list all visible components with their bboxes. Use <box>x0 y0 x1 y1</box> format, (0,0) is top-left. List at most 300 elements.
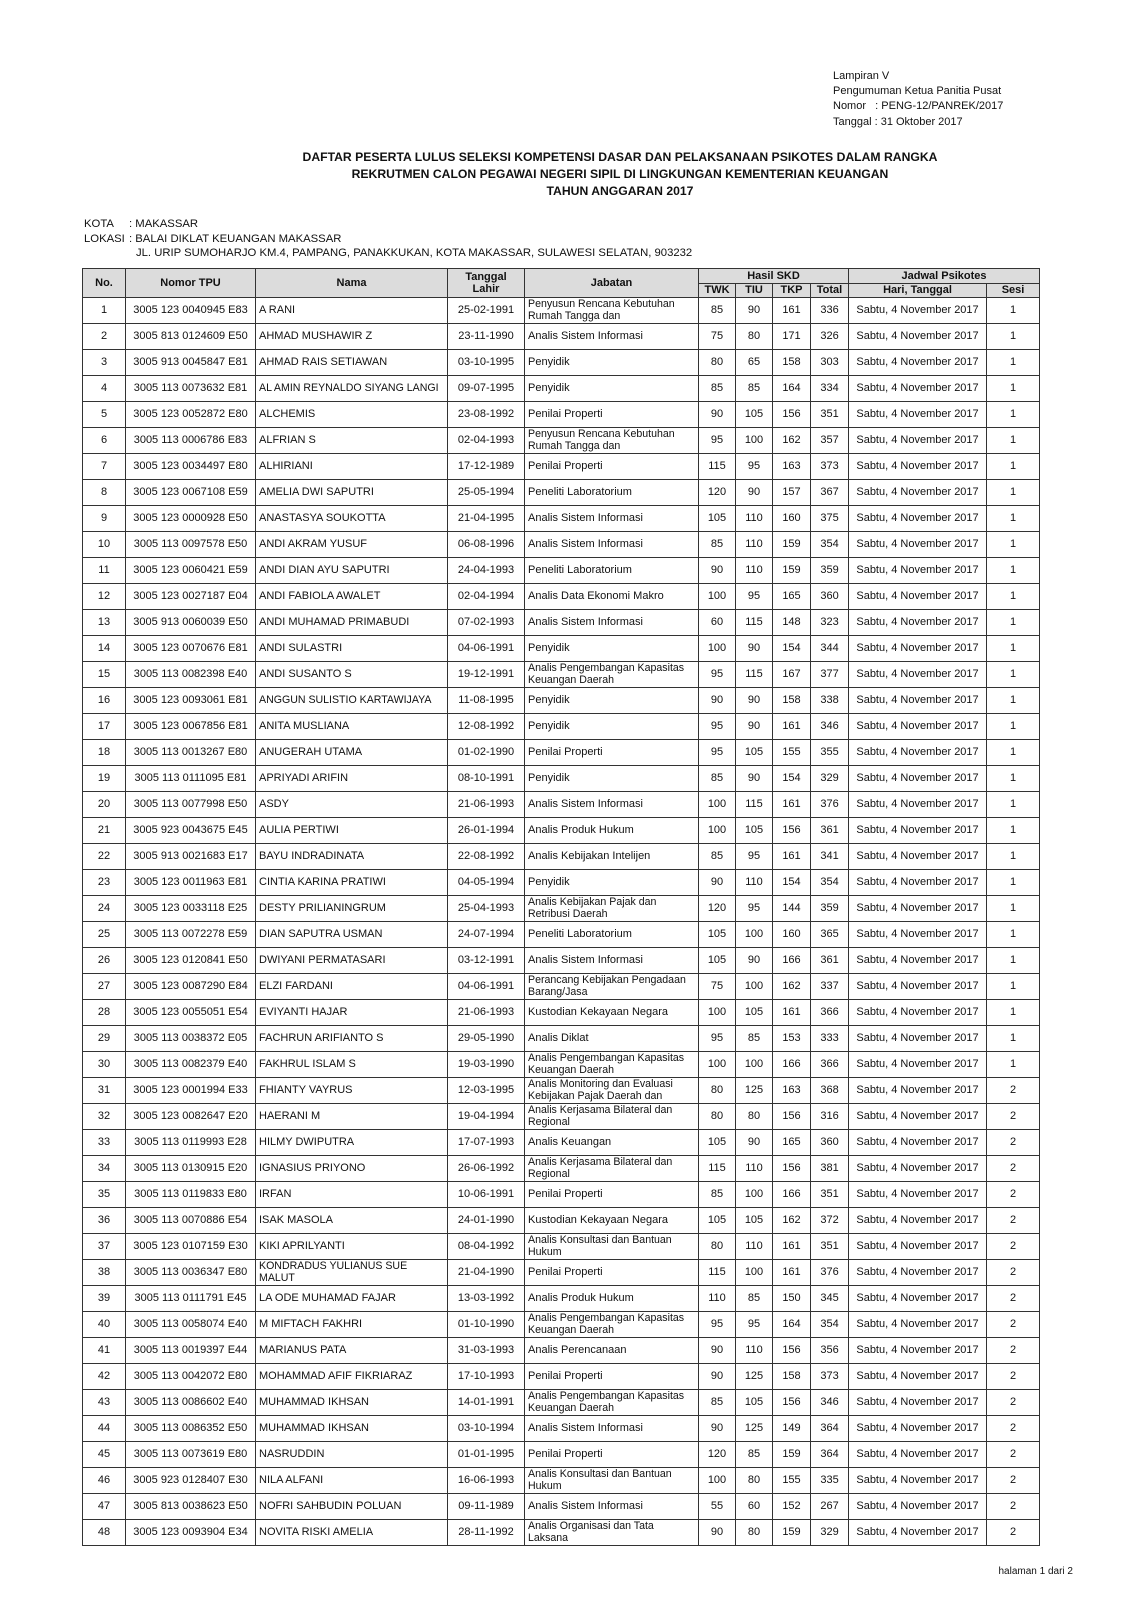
cell-no: 23 <box>83 870 126 896</box>
cell-no: 43 <box>83 1390 126 1416</box>
cell-hari-tanggal: Sabtu, 4 November 2017 <box>849 402 987 428</box>
cell-sesi: 1 <box>987 1000 1040 1026</box>
cell-hari-tanggal: Sabtu, 4 November 2017 <box>849 1234 987 1260</box>
cell-tanggal-lahir: 17-07-1993 <box>448 1130 525 1156</box>
cell-tkp: 161 <box>773 1260 811 1286</box>
cell-jabatan: Analis Konsultasi dan Bantuan Hukum <box>525 1234 699 1260</box>
cell-hari-tanggal: Sabtu, 4 November 2017 <box>849 1182 987 1208</box>
cell-nomor-tpu: 3005 123 0120841 E50 <box>126 948 256 974</box>
cell-tanggal-lahir: 08-10-1991 <box>448 766 525 792</box>
cell-hari-tanggal: Sabtu, 4 November 2017 <box>849 896 987 922</box>
cell-tanggal-lahir: 03-10-1994 <box>448 1416 525 1442</box>
table-row <box>83 792 1040 818</box>
table-row <box>83 1338 1040 1364</box>
cell-tkp: 155 <box>773 740 811 766</box>
cell-jabatan: Penilai Properti <box>525 454 699 480</box>
cell-jabatan: Analis Pengembangan Kapasitas Keuangan Daerah <box>525 1312 699 1338</box>
cell-nama: A RANI <box>256 298 448 324</box>
cell-tanggal-lahir: 31-03-1993 <box>448 1338 525 1364</box>
cell-no: 6 <box>83 428 126 454</box>
cell-nama: MARIANUS PATA <box>256 1338 448 1364</box>
document-title <box>0 149 1131 200</box>
cell-hari-tanggal: Sabtu, 4 November 2017 <box>849 1026 987 1052</box>
cell-tiu: 110 <box>736 1234 773 1260</box>
header-sesi: Sesi <box>987 283 1040 298</box>
cell-hari-tanggal: Sabtu, 4 November 2017 <box>849 454 987 480</box>
cell-tanggal-lahir: 17-10-1993 <box>448 1364 525 1390</box>
cell-sesi: 2 <box>987 1520 1040 1546</box>
cell-no: 16 <box>83 688 126 714</box>
cell-tiu: 60 <box>736 1494 773 1520</box>
cell-total: 338 <box>811 688 849 714</box>
cell-no: 46 <box>83 1468 126 1494</box>
cell-tanggal-lahir: 17-12-1989 <box>448 454 525 480</box>
cell-nomor-tpu: 3005 123 0055051 E54 <box>126 1000 256 1026</box>
cell-nomor-tpu: 3005 113 0036347 E80 <box>126 1260 256 1286</box>
cell-total: 366 <box>811 1052 849 1078</box>
cell-nama: ANGGUN SULISTIO KARTAWIJAYA <box>256 688 448 714</box>
cell-nama: DESTY PRILIANINGRUM <box>256 896 448 922</box>
cell-tanggal-lahir: 24-07-1994 <box>448 922 525 948</box>
cell-nomor-tpu: 3005 123 0060421 E59 <box>126 558 256 584</box>
cell-tanggal-lahir: 07-02-1993 <box>448 610 525 636</box>
cell-tiu: 90 <box>736 1130 773 1156</box>
cell-tiu: 125 <box>736 1416 773 1442</box>
cell-tiu: 125 <box>736 1364 773 1390</box>
cell-sesi: 1 <box>987 974 1040 1000</box>
cell-hari-tanggal: Sabtu, 4 November 2017 <box>849 662 987 688</box>
cell-nama: ANDI FABIOLA AWALET <box>256 584 448 610</box>
table-row <box>83 1416 1040 1442</box>
reference-date: Tanggal : 31 Oktober 2017 <box>833 115 963 128</box>
cell-no: 22 <box>83 844 126 870</box>
reference-number: Nomor : PENG-12/PANREK/2017 <box>833 100 1004 113</box>
cell-nomor-tpu: 3005 123 0001994 E33 <box>126 1078 256 1104</box>
cell-jabatan: Analis Pengembangan Kapasitas Keuangan Daerah <box>525 1052 699 1078</box>
table-row <box>83 1494 1040 1520</box>
cell-hari-tanggal: Sabtu, 4 November 2017 <box>849 922 987 948</box>
cell-tanggal-lahir: 19-12-1991 <box>448 662 525 688</box>
cell-no: 32 <box>83 1104 126 1130</box>
cell-tkp: 161 <box>773 714 811 740</box>
cell-total: 334 <box>811 376 849 402</box>
cell-sesi: 1 <box>987 948 1040 974</box>
cell-jabatan: Analis Produk Hukum <box>525 1286 699 1312</box>
cell-twk: 60 <box>699 610 736 636</box>
location-block <box>84 217 692 261</box>
table-row <box>83 506 1040 532</box>
cell-nomor-tpu: 3005 123 0034497 E80 <box>126 454 256 480</box>
page-number: halaman 1 dari 2 <box>998 1566 1073 1577</box>
cell-tanggal-lahir: 22-08-1992 <box>448 844 525 870</box>
cell-tiu: 105 <box>736 740 773 766</box>
table-row <box>83 1364 1040 1390</box>
cell-no: 3 <box>83 350 126 376</box>
cell-sesi: 1 <box>987 610 1040 636</box>
cell-jabatan: Penilai Properti <box>525 1260 699 1286</box>
cell-total: 360 <box>811 584 849 610</box>
cell-hari-tanggal: Sabtu, 4 November 2017 <box>849 636 987 662</box>
cell-tanggal-lahir: 03-10-1995 <box>448 350 525 376</box>
cell-nomor-tpu: 3005 113 0070886 E54 <box>126 1208 256 1234</box>
cell-tkp: 161 <box>773 792 811 818</box>
cell-total: 367 <box>811 480 849 506</box>
cell-nama: MUHAMMAD IKHSAN <box>256 1390 448 1416</box>
cell-twk: 90 <box>699 1520 736 1546</box>
cell-no: 25 <box>83 922 126 948</box>
cell-hari-tanggal: Sabtu, 4 November 2017 <box>849 818 987 844</box>
cell-twk: 90 <box>699 1338 736 1364</box>
cell-sesi: 1 <box>987 350 1040 376</box>
cell-nomor-tpu: 3005 123 0067856 E81 <box>126 714 256 740</box>
cell-total: 345 <box>811 1286 849 1312</box>
cell-jabatan: Analis Keuangan <box>525 1130 699 1156</box>
cell-hari-tanggal: Sabtu, 4 November 2017 <box>849 714 987 740</box>
cell-nama: AHMAD MUSHAWIR Z <box>256 324 448 350</box>
cell-tiu: 95 <box>736 454 773 480</box>
cell-hari-tanggal: Sabtu, 4 November 2017 <box>849 740 987 766</box>
cell-hari-tanggal: Sabtu, 4 November 2017 <box>849 1078 987 1104</box>
cell-nomor-tpu: 3005 113 0130915 E20 <box>126 1156 256 1182</box>
table-row <box>83 688 1040 714</box>
cell-tkp: 156 <box>773 818 811 844</box>
cell-twk: 115 <box>699 454 736 480</box>
cell-no: 9 <box>83 506 126 532</box>
table-row <box>83 1104 1040 1130</box>
cell-nomor-tpu: 3005 113 0042072 E80 <box>126 1364 256 1390</box>
cell-twk: 115 <box>699 1156 736 1182</box>
cell-nomor-tpu: 3005 913 0060039 E50 <box>126 610 256 636</box>
cell-tiu: 80 <box>736 1520 773 1546</box>
cell-tanggal-lahir: 21-04-1990 <box>448 1260 525 1286</box>
header-tkp: TKP <box>773 283 811 298</box>
cell-tkp: 166 <box>773 1182 811 1208</box>
cell-jabatan: Penyidik <box>525 688 699 714</box>
cell-tkp: 163 <box>773 1078 811 1104</box>
cell-sesi: 2 <box>987 1286 1040 1312</box>
cell-jabatan: Penyidik <box>525 636 699 662</box>
cell-nomor-tpu: 3005 113 0038372 E05 <box>126 1026 256 1052</box>
cell-nomor-tpu: 3005 123 0087290 E84 <box>126 974 256 1000</box>
header-tiu: TIU <box>736 283 773 298</box>
cell-tkp: 165 <box>773 1130 811 1156</box>
cell-sesi: 2 <box>987 1208 1040 1234</box>
cell-hari-tanggal: Sabtu, 4 November 2017 <box>849 1520 987 1546</box>
cell-jabatan: Kustodian Kekayaan Negara <box>525 1208 699 1234</box>
cell-sesi: 1 <box>987 298 1040 324</box>
cell-no: 2 <box>83 324 126 350</box>
cell-nama: ANDI SULASTRI <box>256 636 448 662</box>
cell-sesi: 2 <box>987 1260 1040 1286</box>
cell-nama: ASDY <box>256 792 448 818</box>
cell-tiu: 115 <box>736 610 773 636</box>
cell-total: 329 <box>811 1520 849 1546</box>
cell-tanggal-lahir: 24-01-1990 <box>448 1208 525 1234</box>
header-hasil-skd: Hasil SKD <box>699 269 849 284</box>
cell-total: 346 <box>811 1390 849 1416</box>
cell-jabatan: Analis Monitoring dan Evaluasi Kebijakan Pajak Daerah dan <box>525 1078 699 1104</box>
cell-jabatan: Penyidik <box>525 714 699 740</box>
table-row <box>83 1078 1040 1104</box>
cell-twk: 100 <box>699 584 736 610</box>
cell-nomor-tpu: 3005 123 0093904 E34 <box>126 1520 256 1546</box>
cell-tiu: 110 <box>736 870 773 896</box>
cell-hari-tanggal: Sabtu, 4 November 2017 <box>849 1468 987 1494</box>
cell-nama: FHIANTY VAYRUS <box>256 1078 448 1104</box>
cell-nomor-tpu: 3005 123 0033118 E25 <box>126 896 256 922</box>
cell-no: 17 <box>83 714 126 740</box>
cell-tanggal-lahir: 03-12-1991 <box>448 948 525 974</box>
cell-tanggal-lahir: 14-01-1991 <box>448 1390 525 1416</box>
cell-tiu: 90 <box>736 714 773 740</box>
cell-tkp: 160 <box>773 506 811 532</box>
cell-total: 356 <box>811 1338 849 1364</box>
cell-tkp: 166 <box>773 1052 811 1078</box>
cell-nama: AL AMIN REYNALDO SIYANG LANGI <box>256 376 448 402</box>
table-row <box>83 532 1040 558</box>
cell-nomor-tpu: 3005 113 0111791 E45 <box>126 1286 256 1312</box>
cell-twk: 105 <box>699 1130 736 1156</box>
cell-jabatan: Analis Organisasi dan Tata Laksana <box>525 1520 699 1546</box>
cell-total: 376 <box>811 1260 849 1286</box>
cell-nama: AMELIA DWI SAPUTRI <box>256 480 448 506</box>
cell-nama: NILA ALFANI <box>256 1468 448 1494</box>
cell-sesi: 2 <box>987 1156 1040 1182</box>
cell-hari-tanggal: Sabtu, 4 November 2017 <box>849 584 987 610</box>
table-row <box>83 1208 1040 1234</box>
cell-hari-tanggal: Sabtu, 4 November 2017 <box>849 1104 987 1130</box>
cell-no: 39 <box>83 1286 126 1312</box>
cell-hari-tanggal: Sabtu, 4 November 2017 <box>849 1000 987 1026</box>
cell-twk: 85 <box>699 1390 736 1416</box>
cell-no: 15 <box>83 662 126 688</box>
cell-nama: IRFAN <box>256 1182 448 1208</box>
cell-tkp: 160 <box>773 922 811 948</box>
header-hari-tanggal: Hari, Tanggal <box>849 283 987 298</box>
cell-twk: 90 <box>699 558 736 584</box>
cell-tanggal-lahir: 19-03-1990 <box>448 1052 525 1078</box>
reference-block <box>833 69 1003 130</box>
cell-tiu: 105 <box>736 1390 773 1416</box>
cell-tiu: 105 <box>736 818 773 844</box>
cell-twk: 100 <box>699 1000 736 1026</box>
table-row <box>83 454 1040 480</box>
cell-tiu: 115 <box>736 662 773 688</box>
title-line: DAFTAR PESERTA LULUS SELEKSI KOMPETENSI DASAR DAN PELAKSANAAN PSIKOTES DALAM RANGKA <box>302 150 938 164</box>
cell-nomor-tpu: 3005 123 0070676 E81 <box>126 636 256 662</box>
cell-total: 351 <box>811 402 849 428</box>
cell-tkp: 159 <box>773 558 811 584</box>
cell-total: 359 <box>811 896 849 922</box>
cell-tkp: 156 <box>773 1156 811 1182</box>
cell-sesi: 2 <box>987 1364 1040 1390</box>
cell-hari-tanggal: Sabtu, 4 November 2017 <box>849 350 987 376</box>
cell-tanggal-lahir: 02-04-1993 <box>448 428 525 454</box>
cell-nama: ANDI DIAN AYU SAPUTRI <box>256 558 448 584</box>
cell-nomor-tpu: 3005 113 0072278 E59 <box>126 922 256 948</box>
cell-tiu: 105 <box>736 1000 773 1026</box>
cell-hari-tanggal: Sabtu, 4 November 2017 <box>849 1208 987 1234</box>
cell-twk: 120 <box>699 896 736 922</box>
cell-twk: 95 <box>699 740 736 766</box>
cell-twk: 85 <box>699 532 736 558</box>
cell-tiu: 90 <box>736 480 773 506</box>
cell-total: 355 <box>811 740 849 766</box>
cell-tkp: 161 <box>773 1234 811 1260</box>
cell-nomor-tpu: 3005 113 0077998 E50 <box>126 792 256 818</box>
table-row <box>83 1286 1040 1312</box>
cell-total: 336 <box>811 298 849 324</box>
cell-tiu: 95 <box>736 896 773 922</box>
cell-nama: FACHRUN ARIFIANTO S <box>256 1026 448 1052</box>
cell-tiu: 90 <box>736 688 773 714</box>
cell-twk: 90 <box>699 870 736 896</box>
table-row <box>83 1468 1040 1494</box>
cell-no: 7 <box>83 454 126 480</box>
cell-twk: 80 <box>699 1234 736 1260</box>
cell-tanggal-lahir: 25-04-1993 <box>448 896 525 922</box>
cell-twk: 90 <box>699 402 736 428</box>
reference-line: Lampiran V <box>833 70 890 82</box>
cell-nama: ANDI MUHAMAD PRIMABUDI <box>256 610 448 636</box>
cell-twk: 80 <box>699 1078 736 1104</box>
cell-hari-tanggal: Sabtu, 4 November 2017 <box>849 1156 987 1182</box>
table-row <box>83 1130 1040 1156</box>
table-row <box>83 1520 1040 1546</box>
table-row <box>83 610 1040 636</box>
cell-nama: ALHIRIANI <box>256 454 448 480</box>
table-row <box>83 428 1040 454</box>
table-row <box>83 376 1040 402</box>
cell-jabatan: Penyidik <box>525 766 699 792</box>
cell-no: 21 <box>83 818 126 844</box>
cell-jabatan: Analis Sistem Informasi <box>525 324 699 350</box>
cell-nama: NOVITA RISKI AMELIA <box>256 1520 448 1546</box>
cell-jabatan: Analis Kebijakan Intelijen <box>525 844 699 870</box>
cell-hari-tanggal: Sabtu, 4 November 2017 <box>849 1052 987 1078</box>
cell-tanggal-lahir: 26-01-1994 <box>448 818 525 844</box>
cell-twk: 105 <box>699 506 736 532</box>
cell-twk: 100 <box>699 1052 736 1078</box>
cell-nomor-tpu: 3005 113 0058074 E40 <box>126 1312 256 1338</box>
cell-nomor-tpu: 3005 113 0082379 E40 <box>126 1052 256 1078</box>
cell-hari-tanggal: Sabtu, 4 November 2017 <box>849 506 987 532</box>
table-row <box>83 714 1040 740</box>
cell-nomor-tpu: 3005 113 0019397 E44 <box>126 1338 256 1364</box>
cell-tiu: 100 <box>736 922 773 948</box>
cell-tiu: 85 <box>736 1026 773 1052</box>
lokasi-label: LOKASI <box>84 232 125 245</box>
cell-tanggal-lahir: 08-04-1992 <box>448 1234 525 1260</box>
cell-hari-tanggal: Sabtu, 4 November 2017 <box>849 1416 987 1442</box>
cell-tanggal-lahir: 06-08-1996 <box>448 532 525 558</box>
cell-hari-tanggal: Sabtu, 4 November 2017 <box>849 376 987 402</box>
cell-tkp: 157 <box>773 480 811 506</box>
cell-tanggal-lahir: 29-05-1990 <box>448 1026 525 1052</box>
cell-nama: ANDI SUSANTO S <box>256 662 448 688</box>
cell-tkp: 155 <box>773 1468 811 1494</box>
cell-tkp: 161 <box>773 298 811 324</box>
cell-total: 361 <box>811 948 849 974</box>
cell-sesi: 1 <box>987 818 1040 844</box>
cell-tiu: 125 <box>736 1078 773 1104</box>
cell-nomor-tpu: 3005 123 0000928 E50 <box>126 506 256 532</box>
cell-tanggal-lahir: 23-08-1992 <box>448 402 525 428</box>
cell-tkp: 156 <box>773 402 811 428</box>
table-row <box>83 324 1040 350</box>
cell-tanggal-lahir: 10-06-1991 <box>448 1182 525 1208</box>
cell-total: 376 <box>811 792 849 818</box>
cell-nomor-tpu: 3005 123 0107159 E30 <box>126 1234 256 1260</box>
table-row <box>83 844 1040 870</box>
cell-jabatan: Analis Sistem Informasi <box>525 1416 699 1442</box>
cell-nomor-tpu: 3005 123 0040945 E83 <box>126 298 256 324</box>
cell-tkp: 156 <box>773 1104 811 1130</box>
cell-sesi: 1 <box>987 376 1040 402</box>
cell-total: 366 <box>811 1000 849 1026</box>
table-body <box>83 298 1040 1546</box>
cell-hari-tanggal: Sabtu, 4 November 2017 <box>849 1364 987 1390</box>
cell-nama: ALCHEMIS <box>256 402 448 428</box>
cell-jabatan: Peneliti Laboratorium <box>525 480 699 506</box>
cell-tkp: 148 <box>773 610 811 636</box>
cell-total: 354 <box>811 532 849 558</box>
cell-nama: ISAK MASOLA <box>256 1208 448 1234</box>
cell-tiu: 105 <box>736 1208 773 1234</box>
cell-total: 361 <box>811 818 849 844</box>
cell-jabatan: Peneliti Laboratorium <box>525 922 699 948</box>
cell-jabatan: Peneliti Laboratorium <box>525 558 699 584</box>
table-row <box>83 1312 1040 1338</box>
cell-jabatan: Kustodian Kekayaan Negara <box>525 1000 699 1026</box>
participant-table <box>82 268 1040 1546</box>
header-nomor-tpu: Nomor TPU <box>126 269 256 298</box>
cell-tkp: 149 <box>773 1416 811 1442</box>
header-twk: TWK <box>699 283 736 298</box>
cell-nomor-tpu: 3005 113 0082398 E40 <box>126 662 256 688</box>
cell-hari-tanggal: Sabtu, 4 November 2017 <box>849 844 987 870</box>
cell-no: 31 <box>83 1078 126 1104</box>
cell-nama: AULIA PERTIWI <box>256 818 448 844</box>
cell-no: 10 <box>83 532 126 558</box>
cell-tkp: 161 <box>773 1000 811 1026</box>
cell-tanggal-lahir: 01-01-1995 <box>448 1442 525 1468</box>
cell-jabatan: Analis Sistem Informasi <box>525 948 699 974</box>
cell-sesi: 1 <box>987 740 1040 766</box>
cell-nama: MUHAMMAD IKHSAN <box>256 1416 448 1442</box>
cell-total: 357 <box>811 428 849 454</box>
cell-no: 33 <box>83 1130 126 1156</box>
cell-twk: 95 <box>699 428 736 454</box>
cell-nomor-tpu: 3005 113 0097578 E50 <box>126 532 256 558</box>
cell-tiu: 80 <box>736 1468 773 1494</box>
cell-tiu: 100 <box>736 1260 773 1286</box>
cell-total: 335 <box>811 1468 849 1494</box>
cell-tiu: 65 <box>736 350 773 376</box>
cell-total: 344 <box>811 636 849 662</box>
table-row <box>83 896 1040 922</box>
cell-tiu: 90 <box>736 298 773 324</box>
cell-tkp: 158 <box>773 350 811 376</box>
cell-jabatan: Analis Kerjasama Bilateral dan Regional <box>525 1104 699 1130</box>
cell-jabatan: Penilai Properti <box>525 1442 699 1468</box>
cell-nomor-tpu: 3005 913 0045847 E81 <box>126 350 256 376</box>
cell-no: 20 <box>83 792 126 818</box>
cell-sesi: 1 <box>987 402 1040 428</box>
cell-tiu: 95 <box>736 584 773 610</box>
table-row <box>83 480 1040 506</box>
cell-sesi: 2 <box>987 1078 1040 1104</box>
